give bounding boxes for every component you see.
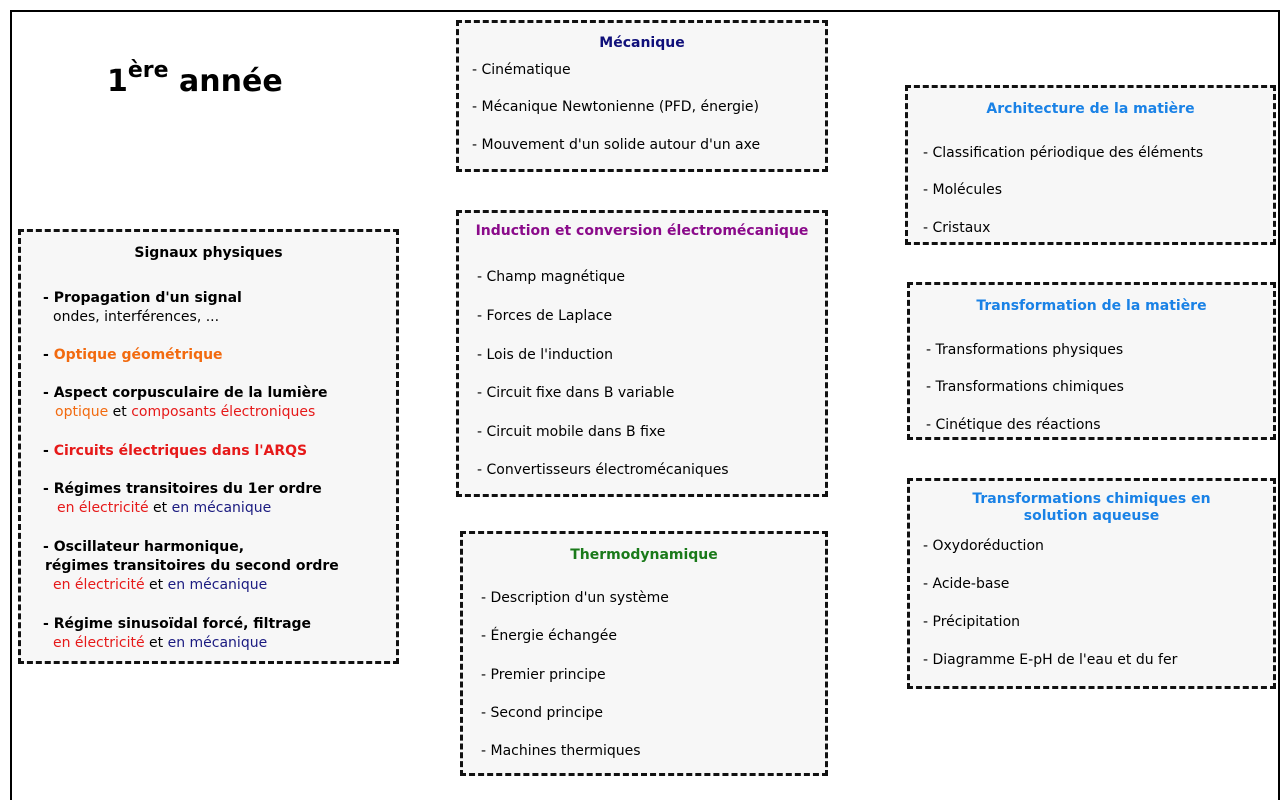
box-title: Architecture de la matière [986, 101, 1195, 117]
topic-circuits-arqs: - Circuits électriques dans l'ARQS [43, 443, 308, 459]
list-item: - Mouvement d'un solide autour d'un axe [472, 137, 761, 153]
box-title: Signaux physiques [134, 245, 283, 261]
box-title: Thermodynamique [570, 547, 718, 563]
box-thermodynamique [460, 531, 828, 776]
box-induction [456, 210, 828, 497]
list-item: - Transformations chimiques [926, 379, 1124, 395]
topic-aspect-corpusculaire: - Aspect corpusculaire de la lumière optique et composants électroniques [43, 385, 328, 420]
box-mecanique [456, 20, 828, 172]
box-title: Transformations chimiques en solution aqueuse [972, 491, 1211, 524]
list-item: - Machines thermiques [481, 743, 641, 759]
topic-sinusoidal: - Régime sinusoïdal forcé, filtrage en électricité et en mécanique [43, 616, 312, 651]
list-item: - Lois de l'induction [477, 347, 613, 363]
box-transformation-matiere [907, 282, 1276, 440]
box-title: Transformation de la matière [976, 298, 1207, 314]
list-item: - Transformations physiques [926, 342, 1124, 358]
list-item: - Oxydoréduction [923, 538, 1044, 554]
list-item: - Champ magnétique [477, 269, 626, 285]
list-item: - Énergie échangée [481, 628, 617, 644]
list-item: - Cinématique [472, 62, 571, 78]
list-item: - Mécanique Newtonienne (PFD, énergie) [472, 99, 759, 115]
list-item: - Molécules [923, 182, 1003, 198]
box-architecture-matiere [905, 85, 1276, 245]
list-item: - Description d'un système [481, 590, 669, 606]
list-item: - Second principe [481, 705, 603, 721]
list-item: - Cristaux [923, 220, 991, 236]
topic-propagation: - Propagation d'un signal ondes, interférences, ... [43, 290, 242, 325]
topic-regimes-transitoires: - Régimes transitoires du 1er ordre en électricité et en mécanique [43, 481, 322, 516]
box-title: Mécanique [599, 35, 685, 51]
box-title: Induction et conversion électromécanique [475, 223, 809, 239]
list-item: - Circuit fixe dans B variable [477, 385, 675, 401]
box-signaux-physiques [18, 229, 399, 664]
list-item: - Convertisseurs électromécaniques [477, 462, 729, 478]
topic-optique: - Optique géométrique [43, 347, 223, 363]
page-title: 1ère année [107, 58, 283, 99]
topic-oscillateur: - Oscillateur harmonique, régimes transitoires du second ordre en électricité et en mécanique [43, 539, 339, 593]
list-item: - Précipitation [923, 614, 1021, 630]
list-item: - Premier principe [481, 667, 606, 683]
list-item: - Forces de Laplace [477, 308, 613, 324]
list-item: - Diagramme E-pH de l'eau et du fer [923, 652, 1178, 668]
list-item: - Classification périodique des éléments [923, 145, 1204, 161]
box-solution-aqueuse [907, 478, 1276, 689]
list-item: - Acide-base [923, 576, 1010, 592]
list-item: - Cinétique des réactions [926, 417, 1101, 433]
list-item: - Circuit mobile dans B fixe [477, 424, 666, 440]
